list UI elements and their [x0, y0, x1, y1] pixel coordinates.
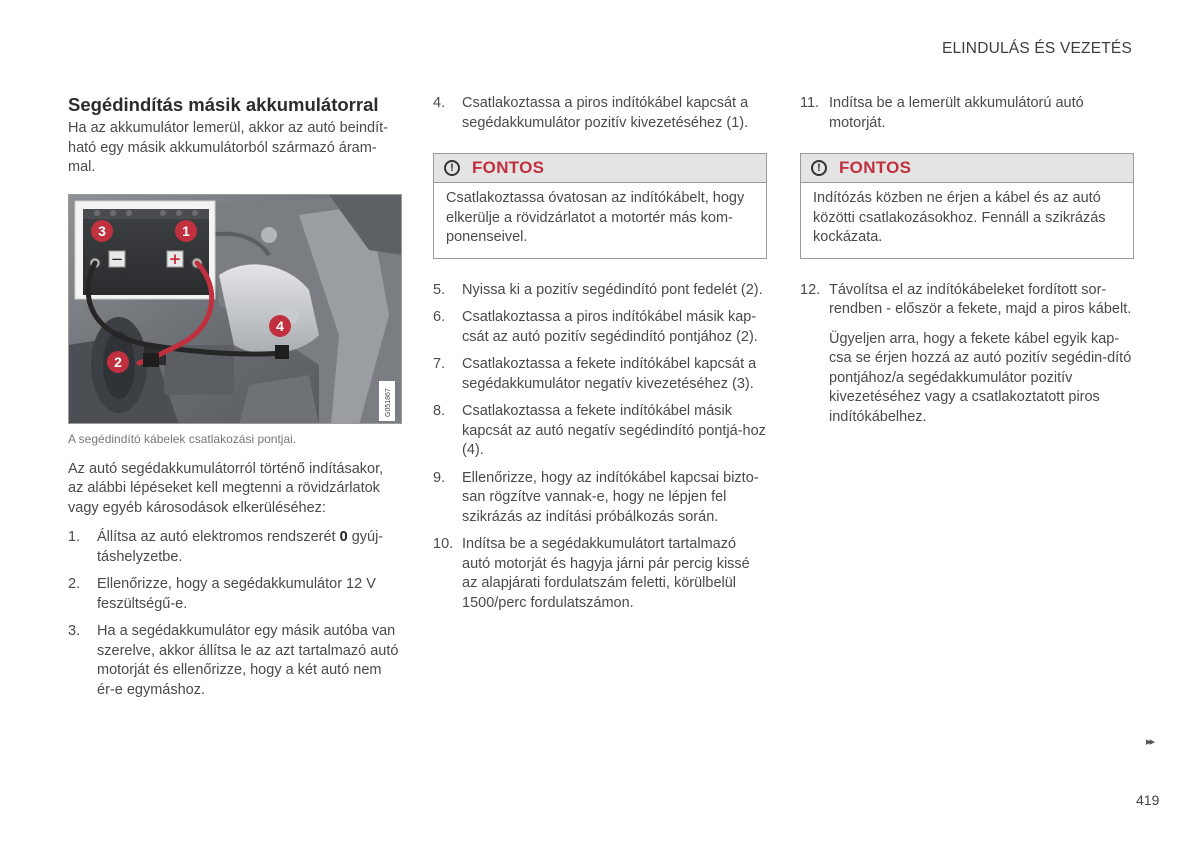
warning-title: FONTOS: [839, 158, 912, 177]
step-text: Távolítsa el az indítókábeleket fordított sor-rendben - először a fekete, majd a piros kábelt.: [829, 281, 1132, 317]
step-number: 10.: [433, 536, 454, 552]
marker-1: 1: [182, 222, 190, 239]
intro-paragraph: Ha az akkumulátor lemerül, akkor az autó beindít-ható egy másik akkumulátorból származó áram-mal.: [68, 120, 388, 175]
warning-header: [801, 154, 1133, 183]
continue-arrows-icon: ▸▸: [1146, 736, 1154, 748]
step-text: Ha a segédakkumulátor egy másik autóba van szerelve, akkor állítsa le az azt tartalmazó autó motorját és ellenőrizze, hogy a két autó nem ér-e egymáshoz.: [97, 623, 399, 698]
step-text-pre: Állítsa az autó elektromos rendszerét: [97, 529, 340, 545]
list-item: [800, 94, 1134, 133]
list-item: [433, 535, 767, 613]
note-paragraph: Ügyeljen arra, hogy a fekete kábel egyik kap-csa se érjen hozzá az autó pozitív segédin-dító pontjához/a segédakkumulátor pozitív kivezetéséhez vagy a csatlakoztatott piros indítókábelhez.: [829, 330, 1132, 425]
list-item: [68, 575, 402, 614]
section-title: Segédindítás másik akkumulátorral: [68, 94, 379, 115]
steps-list-3b: [800, 281, 1134, 320]
steps-list-2a: [433, 94, 767, 133]
step-text-post: gyúj-táshelyzetbe.: [97, 529, 384, 565]
warning-title: FONTOS: [472, 158, 545, 177]
list-item: [433, 281, 767, 301]
warning-icon: !: [811, 160, 827, 176]
column-2: [433, 94, 767, 621]
step-number: 5.: [433, 281, 446, 298]
step-text: Indítsa be a lemerült akkumulátorú autó motorját.: [829, 95, 1084, 131]
step-number: 9.: [433, 469, 446, 486]
list-item: [433, 402, 767, 461]
list-item: [68, 528, 402, 567]
step-number: 12.: [800, 281, 821, 298]
step-text: Nyissa ki a pozitív segédindító pont fedelét (2).: [462, 281, 763, 298]
list-item: [433, 94, 767, 133]
column-1: [68, 94, 402, 708]
step-text: Indítsa be a segédakkumulátort tartalmazó autó motorját és hagyja járni pár percig kissé az alapjárati fordulatszám feletti, körülbelül 1500/perc fordulatszámon.: [462, 536, 750, 611]
warning-body: Indítózás közben ne érjen a kábel és az autó közötti csatlakozásokhoz. Fennáll a szikrázás kockázata.: [813, 190, 1106, 245]
list-item: [800, 281, 1134, 320]
marker-2: 2: [114, 353, 122, 370]
list-item: [433, 469, 767, 528]
steps-list-3a: [800, 94, 1134, 133]
step-number: 4.: [433, 95, 446, 111]
list-item: [433, 355, 767, 394]
warning-box: [433, 153, 767, 259]
warning-header: [434, 154, 766, 183]
jump-start-figure: [68, 194, 402, 424]
step-number: 1.: [68, 529, 81, 545]
step-text: Ellenőrizze, hogy a segédakkumulátor 12 V feszültségű-e.: [97, 576, 376, 612]
step-number: 11.: [800, 95, 820, 111]
step-text: Csatlakoztassa a fekete indítókábel másik kapcsát az autó negatív segédindító pontjá-hoz (4).: [462, 403, 766, 458]
step-number: 2.: [68, 576, 81, 592]
warning-body: Csatlakoztassa óvatosan az indítókábelt, hogy elkerülje a rövidzárlatot a motortér más kom-ponenseivel.: [446, 190, 745, 245]
page-number: 419: [1136, 792, 1160, 808]
warning-box: [800, 153, 1134, 259]
list-item: [68, 622, 402, 700]
warning-icon: !: [444, 160, 460, 176]
step-text: Ellenőrizze, hogy az indítókábel kapcsai bizto-san rögzítve vannak-e, hogy ne lépjen fel szikrázás az indítási próbálkozás során.: [462, 469, 759, 525]
figure-code: G051867: [385, 387, 392, 417]
list-item: [433, 308, 767, 347]
step-text: Csatlakoztassa a piros indítókábel másik kap-csát az autó pozitív segédindító pontjához (2).: [462, 309, 758, 345]
step-text: Csatlakoztassa a piros indítókábel kapcsát a segédakkumulátor pozitív kivezetéséhez (1).: [462, 95, 749, 131]
step-number: 6.: [433, 309, 446, 325]
plus-sign: +: [168, 249, 182, 268]
minus-sign: −: [110, 249, 124, 268]
column-3: [800, 94, 1134, 427]
steps-list-1: [68, 528, 402, 700]
marker-3: 3: [98, 222, 106, 239]
section-header: ELINDULÁS ÉS VEZETÉS: [941, 40, 1132, 57]
step-number: 3.: [68, 623, 81, 639]
step-number: 7.: [433, 356, 446, 372]
figure-caption: A segédindító kábelek csatlakozási pontjai.: [68, 431, 297, 446]
marker-4: 4: [276, 317, 284, 334]
step-text-bold: 0: [339, 529, 348, 545]
step-text: Csatlakoztassa a fekete indítókábel kapcsát a segédakkumulátor negatív kivezetéséhez (3).: [462, 356, 757, 392]
steps-list-2b: [433, 281, 767, 614]
procedure-intro: Az autó segédakkumulátorról történő indításakor, az alábbi lépéseket kell megtenni a rövidzárlatok vagy egyéb károsodások elkerüléséhez:: [68, 460, 384, 516]
engine-bay-illustration: [69, 195, 402, 424]
step-number: 8.: [433, 403, 446, 419]
